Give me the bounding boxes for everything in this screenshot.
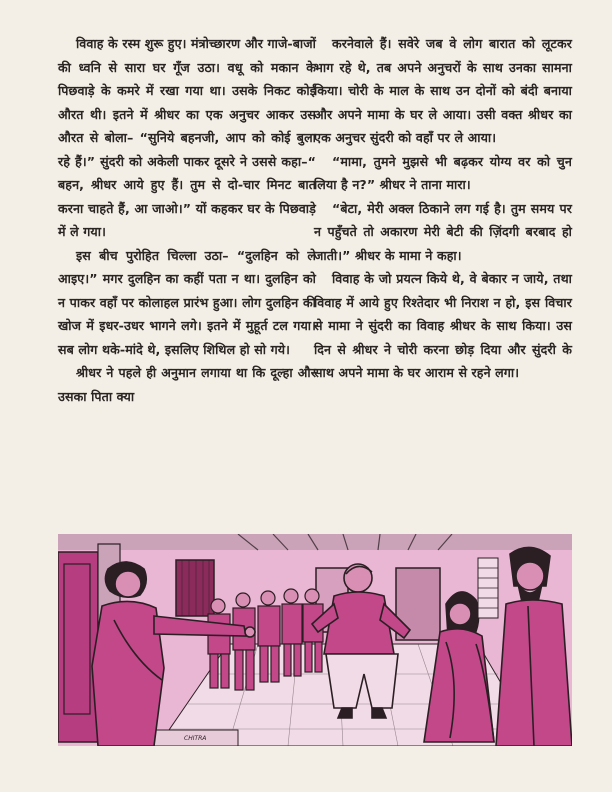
left-text-column <box>58 32 316 408</box>
paragraph: “मामा, तुमने मुझसे भी बढ़कर योग्य वर को चुन लिया है न?” श्रीधर ने ताना मारा। <box>314 153 572 192</box>
story-illustration <box>58 534 572 746</box>
paragraph: श्रीधर ने पहले ही अनुमान लगाया था कि दूल्हा और उसका पिता क्या <box>58 365 316 404</box>
paragraph: इस बीच पुरोहित चिल्ला उठा– “दुलहिन को ले आइए।” मगर दुलहिन का कहीं पता न था। दुलहिन को न पाकर वहाँ पर कोलाहल प्रारंभ हुआ। लोग दुलहिन की खोज में इधर-उधर भागने लगे। इतने में मुहूर्त टल गया। सब लोग थके-मांदे थे, इसलिए शिथिल हो सो गये। <box>58 247 316 357</box>
paragraph: करनेवाले हैं। सवेरे जब वे लोग बारात को लूटकर भाग रहे थे, तब अपने अनुचरों के साथ उनका सामना किया। चोरी के माल के साथ उन दोनों को बंदी बनाया और अपने मामा के घर ले आया। उसी वक्त श्रीधर का एक अनुचर सुंदरी को वहाँ पर ले आया। <box>314 36 572 145</box>
illustration-scene <box>58 534 572 746</box>
paragraph: विवाह के रस्म शुरू हुए। मंत्रोच्छारण और गाजे-बाजों की ध्वनि से सारा घर गूँज उठा। वधू को मकान के पिछवाड़े के कमरे में रखा गया था। उसके निकट कोई औरत थी। इतने में श्रीधर का एक अनुचर आकर उस औरत से बोला– “सुनिये बहनजी, आप को कोई बुला रहे हैं।” सुंदरी को अकेली पाकर दूसरे ने उससे कहा–“ बहन, श्रीधर आये हुए हैं। तुम से दो-चार मिनट बात करना चाहते हैं, आ जाओ।” यों कहकर घर के पिछवाड़े में ले गया। <box>58 36 316 239</box>
paragraph: “बेटा, मेरी अक्ल ठिकाने लग गई है। तुम समय पर न पहुँचते तो अकारण मेरी बेटी की ज़िंदगी बरबाद हो जाती।” श्रीधर के मामा ने कहा। <box>314 200 572 263</box>
paragraph: विवाह के जो प्रयत्न किये थे, वे बेकार न जाये, तथा विवाह में आये हुए रिश्तेदार भी निराश न हो, इस विचार से मामा ने सुंदरी का विवाह श्रीधर के साथ किया। उस दिन से श्रीधर ने चोरी करना छोड़ दिया और सुंदरी के साथ अपने मामा के घर आराम से रहने लगा। <box>314 271 572 380</box>
right-text-column <box>314 32 572 385</box>
artist-signature: CHITRA <box>184 735 207 742</box>
